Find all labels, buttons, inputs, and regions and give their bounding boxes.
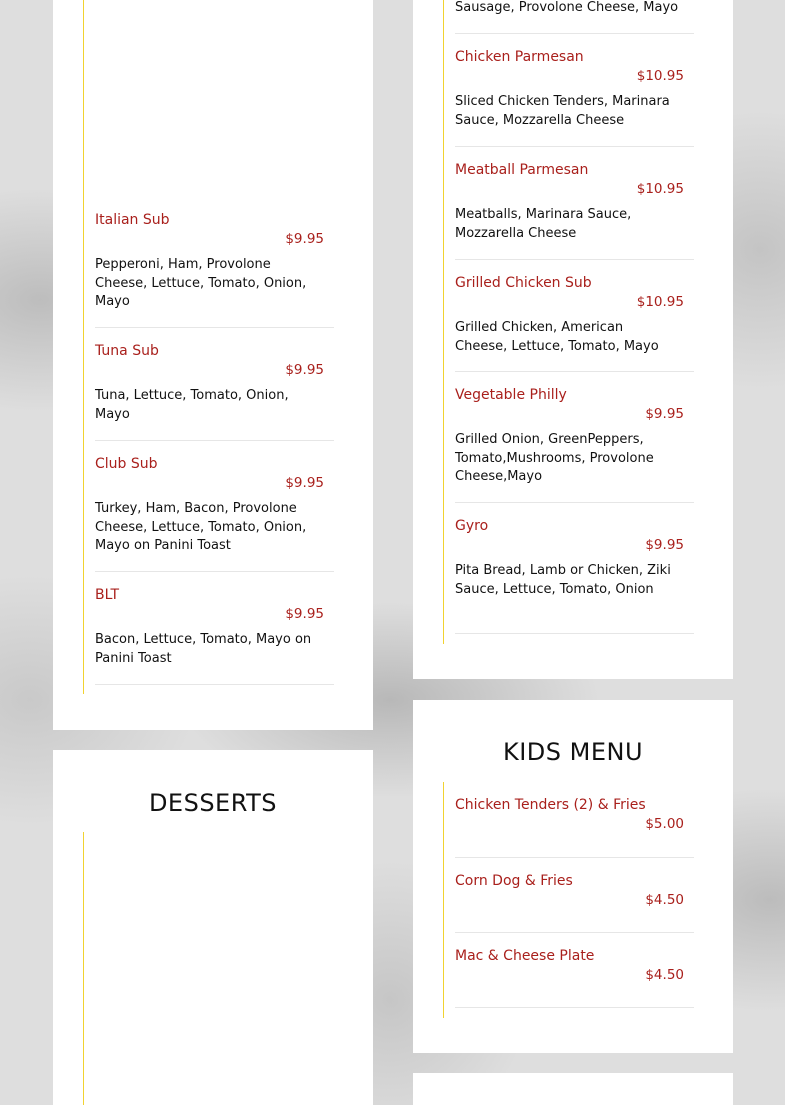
item-name: Gyro: [455, 518, 489, 534]
subs-item-list: [83, 0, 344, 694]
desserts-card: [53, 750, 373, 1105]
desserts-item-list: [83, 832, 344, 1105]
item-name: Club Sub: [95, 456, 158, 472]
item-price: $9.95: [285, 475, 324, 491]
subs-continued-item-list: [443, 0, 704, 644]
next-section-card: [413, 1073, 733, 1105]
menu-item-mac-and-cheese[interactable]: [455, 948, 694, 1008]
menu-item-continued[interactable]: [455, 0, 694, 34]
item-name: Italian Sub: [95, 212, 170, 228]
menu-item-chicken-tenders[interactable]: [455, 797, 694, 858]
item-price: $9.95: [645, 406, 684, 422]
item-name: Tuna Sub: [95, 343, 159, 359]
item-price: $10.95: [636, 181, 684, 197]
item-price: $9.95: [285, 231, 324, 247]
item-description: Meatballs, Marinara Sauce, Mozzarella Cheese: [455, 207, 632, 241]
kids-item-list: [443, 782, 704, 1018]
item-name: Corn Dog & Fries: [455, 873, 573, 889]
item-price: $4.50: [645, 892, 684, 908]
item-price: $9.95: [285, 606, 324, 622]
item-description: Pepperoni, Ham, Provolone Cheese, Lettuce, Tomato, Onion, Mayo: [95, 257, 307, 309]
item-name: BLT: [95, 587, 120, 603]
item-price: $4.50: [645, 967, 684, 983]
item-price: $10.95: [636, 294, 684, 310]
item-price: $5.00: [645, 816, 684, 832]
menu-item-grilled-chicken-sub[interactable]: [455, 275, 694, 372]
menu-item-italian-sub[interactable]: [95, 212, 334, 328]
menu-item-corn-dog[interactable]: [455, 873, 694, 933]
item-description: Sausage, Provolone Cheese, Mayo: [455, 0, 679, 15]
item-description: Grilled Chicken, American Cheese, Lettuce, Tomato, Mayo: [455, 320, 659, 354]
subs-card: [53, 0, 373, 730]
item-price: $9.95: [285, 362, 324, 378]
item-description: Grilled Onion, GreenPeppers, Tomato,Mushrooms, Provolone Cheese,Mayo: [455, 432, 654, 484]
menu-item-gyro[interactable]: [455, 518, 694, 634]
item-name: Chicken Tenders (2) & Fries: [455, 797, 646, 813]
item-description: Sliced Chicken Tenders, Marinara Sauce, Mozzarella Cheese: [455, 94, 670, 128]
item-name: Vegetable Philly: [455, 387, 567, 403]
item-description: Pita Bread, Lamb or Chicken, Ziki Sauce, Lettuce, Tomato, Onion: [455, 563, 671, 597]
menu-item-vegetable-philly[interactable]: [455, 387, 694, 503]
menu-item-chicken-parmesan[interactable]: [455, 49, 694, 147]
item-price: $10.95: [636, 68, 684, 84]
item-name: Mac & Cheese Plate: [455, 948, 595, 964]
section-title: DESSERTS: [148, 789, 278, 817]
item-name: Meatball Parmesan: [455, 162, 589, 178]
item-description: Turkey, Ham, Bacon, Provolone Cheese, Lettuce, Tomato, Onion, Mayo on Panini Toast: [95, 501, 307, 553]
menu-item-club-sub[interactable]: [95, 456, 334, 572]
menu-item-meatball-parmesan[interactable]: [455, 162, 694, 260]
item-description: Bacon, Lettuce, Tomato, Mayo on Panini Toast: [95, 632, 312, 666]
kids-menu-card: [413, 700, 733, 1053]
item-name: Chicken Parmesan: [455, 49, 584, 65]
section-title: KIDS MENU: [502, 738, 644, 766]
item-name: Grilled Chicken Sub: [455, 275, 592, 291]
menu-item-blt[interactable]: [95, 587, 334, 685]
menu-item-tuna-sub[interactable]: [95, 343, 334, 441]
item-description: Tuna, Lettuce, Tomato, Onion, Mayo: [95, 388, 289, 422]
item-price: $9.95: [645, 537, 684, 553]
subs-continued-card: [413, 0, 733, 679]
